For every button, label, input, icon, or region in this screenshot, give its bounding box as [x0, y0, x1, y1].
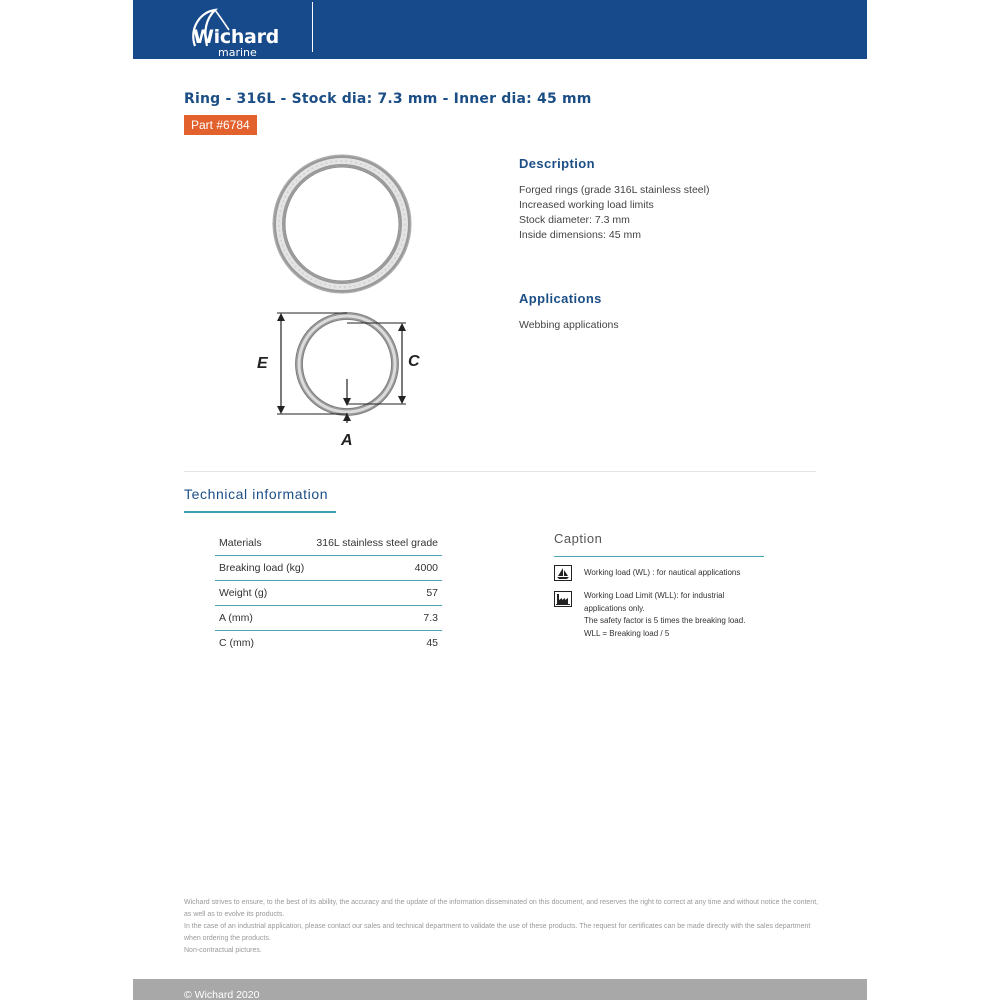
table-row [215, 531, 442, 556]
caption-wll-line: applications only. [584, 603, 645, 613]
applications-text: Webbing applications [519, 319, 619, 331]
spec-label: C (mm) [219, 637, 254, 649]
product-title: Ring - 316L - Stock dia: 7.3 mm - Inner dia: 45 mm [184, 91, 592, 107]
caption-wl-text: Working load (WL) : for nautical applications [584, 568, 741, 577]
spec-label: A (mm) [215, 606, 310, 631]
spec-value: 7.3 [310, 606, 442, 631]
wichard-logo[interactable] [185, 6, 297, 59]
description-heading: Description [519, 156, 595, 171]
description-line: Stock diameter: 7.3 mm [519, 214, 630, 226]
spec-table [215, 531, 442, 655]
disclaimer-paragraph: Non-contractual pictures. [184, 947, 262, 954]
technical-underline [184, 511, 336, 513]
part-number-badge: Part #6784 [184, 115, 257, 135]
table-row [215, 606, 442, 631]
label-a: A [341, 432, 353, 449]
spec-value: 57 [310, 581, 442, 606]
logo-subtitle: marine [218, 46, 257, 59]
table-row [215, 581, 442, 606]
product-sheet [133, 0, 867, 1000]
caption-wll-line: The safety factor is 5 times the breaking load. [584, 616, 746, 625]
header-bar [133, 0, 867, 59]
disclaimer [184, 897, 824, 958]
caption-wll-line: WLL = Breaking load / 5 [584, 628, 670, 638]
product-photo [272, 154, 412, 294]
applications-heading: Applications [519, 291, 602, 306]
spec-label: Breaking load (kg) [215, 556, 310, 581]
spec-label: Weight (g) [215, 581, 310, 606]
description-list [519, 183, 709, 243]
description-line: Inside dimensions: 45 mm [519, 229, 641, 241]
logo-wordmark: Wichard [193, 26, 279, 48]
disclaimer-paragraph: Wichard strives to ensure, to the best of its ability, the accuracy and the update of the information disseminated on this document, and reserves the right to correct at any time and without notice the content, as well as to evolve its products. [184, 899, 819, 918]
spec-value: 316L stainless steel grade [310, 531, 442, 556]
factory-icon [554, 591, 572, 607]
description-line: Increased working load limits [519, 199, 654, 211]
technical-heading: Technical information [184, 486, 329, 502]
header-divider [312, 2, 313, 52]
section-divider [184, 471, 816, 472]
dimension-drawing [251, 305, 431, 453]
caption-heading: Caption [554, 531, 603, 546]
footer-bar [133, 979, 867, 1000]
spec-label: Materials [215, 531, 310, 556]
spec-value: 45 [426, 637, 438, 649]
spec-value: 4000 [310, 556, 442, 581]
label-c: C [408, 353, 420, 370]
copyright-text: © Wichard 2020 [184, 989, 260, 1001]
sailboat-icon [554, 565, 572, 581]
caption-wll-line: Working Load Limit (WLL): for industrial [584, 591, 725, 600]
caption-underline [554, 556, 764, 557]
description-line: Forged rings (grade 316L stainless steel) [519, 184, 710, 196]
caption-wll-text [584, 590, 764, 640]
table-row [215, 556, 442, 581]
disclaimer-paragraph: In the case of an industrial application, please contact our sales and technical department to validate the use of these products. The request for certificates can be made directly with the sales department when ordering the products. [184, 923, 811, 942]
table-row [215, 631, 442, 656]
label-e: E [257, 355, 268, 372]
